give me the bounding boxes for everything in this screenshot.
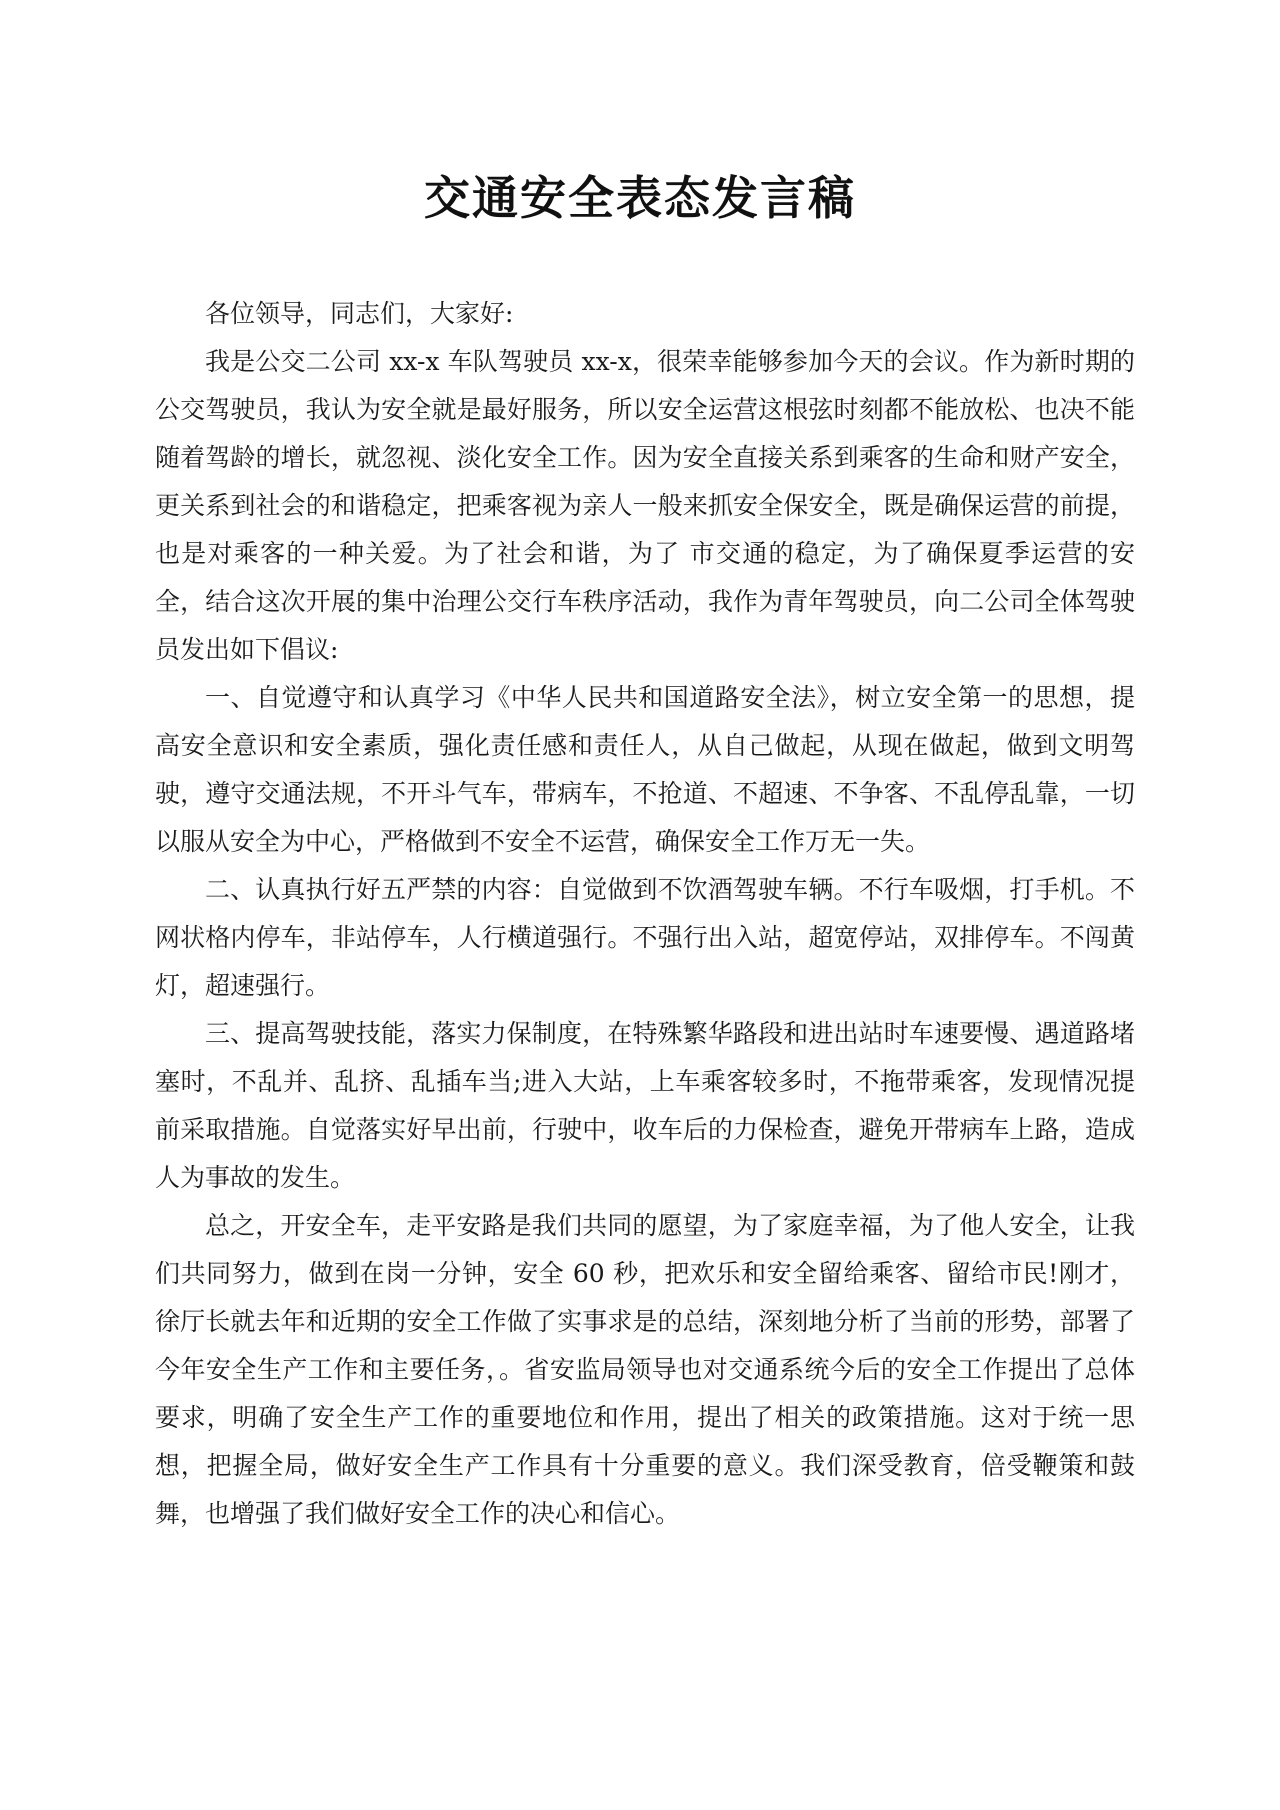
proposal-three-paragraph: 三、提高驾驶技能，落实力保制度，在特殊繁华路段和进出站时车速要慢、遇道路堵塞时，不乱并、乱挤、乱插车当;进入大站，上车乘客较多时，不拖带乘客，发现情况提前采取措施。自觉落实好早出前，行驶中，收车后的力保检查，避免开带病车上路，造成人为事故的发生。: [155, 1019, 1135, 1192]
proposal-two-paragraph: 二、认真执行好五严禁的内容：自觉做到不饮酒驾驶车辆。不行车吸烟，打手机。不网状格内停车，非站停车，人行横道强行。不强行出入站，超宽停站，双排停车。不闯黄灯，超速强行。: [155, 875, 1135, 1000]
document-title: 交通安全表态发言稿: [424, 171, 856, 225]
document-body: [155, 290, 1135, 1538]
proposal-one-paragraph: 一、自觉遵守和认真学习《中华人民共和国道路安全法》，树立安全第一的思想，提高安全意识和安全素质，强化责任感和责任人，从自己做起，从现在做起，做到文明驾驶，遵守交通法规，不开斗气车，带病车，不抢道、不超速、不争客、不乱停乱靠，一切以服从安全为中心，严格做到不安全不运营，确保安全工作万无一失。: [155, 683, 1135, 856]
greeting-paragraph: 各位领导，同志们，大家好:: [205, 299, 514, 328]
intro-paragraph: 我是公交二公司 xx-x 车队驾驶员 xx-x，很荣幸能够参加今天的会议。作为新时期的公交驾驶员，我认为安全就是最好服务，所以安全运营这根弦时刻都不能放松、也决不能随着驾龄的增长，就忽视、淡化安全工作。因为安全直接关系到乘客的生命和财产安全，更关系到社会的和谐稳定，把乘客视为亲人一般来抓安全保安全，既是确保运营的前提，也是对乘客的一种关爱。为了社会和谐，为了 市交通的稳定，为了确保夏季运营的安全，结合这次开展的集中治理公交行车秩序活动，我作为青年驾驶员，向二公司全体驾驶员发出如下倡议:: [155, 347, 1135, 664]
conclusion-paragraph: 总之，开安全车，走平安路是我们共同的愿望，为了家庭幸福，为了他人安全，让我们共同努力，做到在岗一分钟，安全 60 秒，把欢乐和安全留给乘客、留给市民!刚才，徐厅长就去年和近期的安全工作做了实事求是的总结，深刻地分析了当前的形势，部署了今年安全生产工作和主要任务，。省安监局领导也对交通系统今后的安全工作提出了总体要求，明确了安全生产工作的重要地位和作用，提出了相关的政策措施。这对于统一思想，把握全局，做好安全生产工作具有十分重要的意义。我们深受教育，倍受鞭策和鼓舞，也增强了我们做好安全工作的决心和信心。: [155, 1211, 1135, 1528]
